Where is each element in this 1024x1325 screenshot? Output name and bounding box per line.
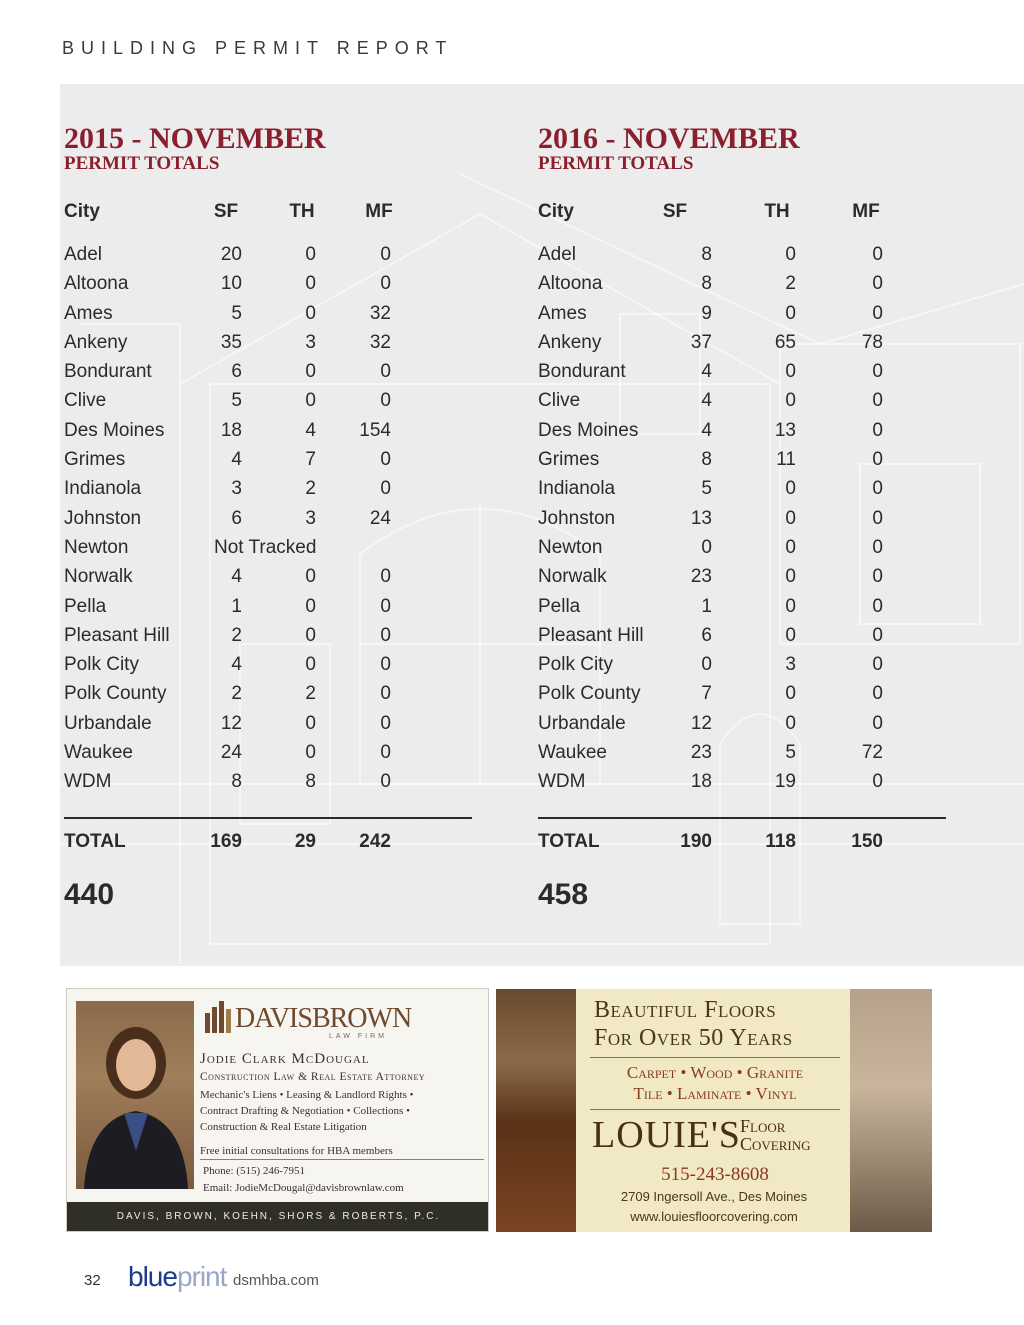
mf-cell: 0	[380, 654, 391, 676]
th-cell: 0	[305, 390, 316, 412]
mf-cell: 0	[380, 566, 391, 588]
city-cell: Urbandale	[538, 712, 626, 734]
mf-cell: 0	[872, 361, 883, 383]
total-sf: 169	[210, 830, 242, 852]
table-row	[538, 709, 948, 738]
firm-subtitle: LAW FIRM	[329, 1033, 387, 1040]
sf-cell: 0	[701, 654, 712, 676]
column-header-th: TH	[764, 201, 790, 222]
th-cell: 0	[785, 566, 796, 588]
table-row	[64, 299, 474, 328]
table-row	[64, 767, 474, 796]
th-cell: 0	[305, 566, 316, 588]
service-line: Mechanic's Liens • Leasing & Landlord Rights •	[200, 1089, 414, 1101]
city-cell: Johnston	[538, 507, 616, 529]
sf-cell: 23	[690, 566, 712, 588]
city-cell: Waukee	[64, 742, 133, 764]
mf-cell: 24	[369, 507, 391, 529]
mf-cell: 0	[872, 771, 883, 793]
city-cell: Polk City	[64, 654, 139, 676]
brand-subtitle: Covering	[740, 1134, 811, 1154]
louies-phone: 515-243-8608	[661, 1164, 769, 1185]
table-row	[538, 592, 948, 621]
sf-cell: 7	[701, 683, 712, 705]
louies-brand-name: LOUIE'S	[592, 1114, 741, 1156]
th-cell: 0	[785, 390, 796, 412]
th-cell: 0	[305, 361, 316, 383]
total-row	[538, 827, 948, 856]
city-cell: Grimes	[64, 449, 126, 471]
table-row	[538, 386, 948, 415]
table-row	[538, 650, 948, 679]
sf-cell: 8	[701, 244, 712, 265]
city-cell: Indianola	[538, 478, 616, 500]
column-header-sf: SF	[213, 201, 239, 222]
sf-cell: 24	[220, 742, 242, 764]
mf-cell: 0	[872, 419, 883, 441]
permits-2015-block	[64, 124, 474, 910]
city-cell: Norwalk	[538, 566, 607, 588]
table-row	[538, 679, 948, 708]
th-cell: 65	[774, 331, 796, 353]
city-cell: Clive	[64, 390, 107, 412]
sf-cell: 4	[231, 566, 242, 588]
sf-cell: 1	[231, 595, 242, 617]
th-cell: 3	[785, 654, 796, 676]
city-cell: Bondurant	[64, 361, 152, 383]
materials-line: Carpet • Wood • Granite	[626, 1063, 804, 1082]
not-tracked-note: Not Tracked	[214, 536, 317, 558]
sf-cell: 4	[701, 419, 712, 441]
th-cell: 3	[305, 507, 316, 529]
th-cell: 5	[785, 742, 796, 764]
attorney-photo	[76, 1001, 194, 1189]
city-cell: Pella	[538, 595, 581, 617]
firm-footer-bar: DAVIS, BROWN, KOEHN, SHORS & ROBERTS, P.C.	[67, 1202, 489, 1231]
headline-divider	[590, 1057, 840, 1058]
louies-floor-ad[interactable]	[496, 989, 932, 1232]
mf-cell: 32	[369, 302, 391, 324]
sf-cell: 6	[231, 361, 242, 383]
table-row	[64, 357, 474, 386]
table-row	[64, 445, 474, 474]
table-row	[64, 650, 474, 679]
table-row	[538, 562, 948, 591]
louies-address: 2709 Ingersoll Ave., Des Moines	[620, 1189, 808, 1204]
city-cell: Urbandale	[64, 712, 152, 734]
attorney-name: Jodie Clark McDougal	[200, 1051, 370, 1067]
mf-cell: 0	[380, 742, 391, 764]
logo-part-print: print	[176, 1261, 227, 1292]
sf-cell: 35	[220, 331, 242, 353]
mf-cell: 0	[872, 683, 883, 705]
column-header-sf: SF	[662, 201, 688, 222]
table-row	[64, 679, 474, 708]
attorney-portrait-icon	[76, 1001, 194, 1189]
th-cell: 0	[305, 595, 316, 617]
year-title: 2015 - NOVEMBER	[64, 122, 326, 155]
city-cell: Clive	[538, 390, 581, 412]
sf-cell: 23	[690, 742, 712, 764]
th-cell: 0	[305, 624, 316, 646]
table-header	[64, 198, 474, 240]
site-url-link[interactable]: dsmhba.com	[233, 1272, 319, 1289]
column-header-th: TH	[289, 201, 315, 222]
table-row	[64, 592, 474, 621]
mf-cell: 78	[861, 331, 883, 353]
mf-cell: 0	[872, 273, 883, 295]
th-cell: 11	[776, 449, 796, 471]
table-body	[538, 240, 948, 797]
mf-cell: 0	[872, 478, 883, 500]
city-cell: Adel	[538, 244, 577, 265]
grand-total: 458	[538, 877, 589, 911]
blueprint-logo	[128, 1261, 226, 1293]
th-cell: 0	[305, 712, 316, 734]
permit-table	[64, 198, 474, 910]
table-row	[538, 445, 948, 474]
total-mf: 150	[851, 830, 883, 852]
table-row	[538, 269, 948, 298]
th-cell: 8	[305, 771, 316, 793]
mf-cell: 0	[380, 683, 391, 705]
table-row	[538, 357, 948, 386]
ad-headline: Beautiful Floors	[594, 997, 777, 1023]
mf-cell: 0	[872, 712, 883, 734]
sf-cell: 9	[701, 302, 712, 324]
th-cell: 3	[305, 331, 316, 353]
th-cell: 4	[305, 419, 316, 441]
sf-cell: 18	[220, 419, 242, 441]
mf-cell: 0	[872, 595, 883, 617]
tile-shower-photo	[850, 989, 932, 1232]
table-row	[538, 328, 948, 357]
mf-cell: 0	[380, 361, 391, 383]
mf-cell: 0	[872, 624, 883, 646]
th-cell: 2	[305, 683, 316, 705]
table-row	[64, 416, 474, 445]
sf-cell: 6	[701, 624, 712, 646]
th-cell: 0	[785, 507, 796, 529]
city-cell: Newton	[538, 536, 603, 558]
column-header-city: City	[64, 201, 100, 222]
th-cell: 19	[774, 771, 796, 793]
total-row	[64, 827, 474, 856]
total-th: 29	[294, 830, 316, 852]
table-header	[538, 198, 948, 240]
davisbrown-ad[interactable]	[66, 988, 489, 1232]
mf-cell: 0	[872, 507, 883, 529]
city-cell: Bondurant	[538, 361, 626, 383]
sf-cell: 5	[701, 478, 712, 500]
table-row	[64, 562, 474, 591]
mf-cell: 0	[380, 595, 391, 617]
mf-cell: 0	[380, 478, 391, 500]
city-cell: Des Moines	[538, 419, 639, 441]
mf-cell: 0	[872, 566, 883, 588]
city-cell: Ankeny	[538, 331, 602, 353]
sf-cell: 20	[220, 244, 242, 265]
year-subtitle: PERMIT TOTALS	[538, 153, 694, 174]
th-cell: 0	[785, 595, 796, 617]
brand-subtitle: Floor	[740, 1116, 786, 1136]
offer-divider	[200, 1159, 484, 1160]
consultation-offer: Free initial consultations for HBA members	[200, 1145, 393, 1157]
sf-cell: 2	[231, 624, 242, 646]
mf-cell: 0	[380, 771, 391, 793]
city-cell: Polk City	[538, 654, 613, 676]
city-cell: Polk County	[538, 683, 641, 705]
city-cell: Grimes	[538, 449, 600, 471]
hardwood-floor-photo	[496, 989, 576, 1232]
materials-line: Tile • Laminate • Vinyl	[633, 1084, 797, 1103]
city-cell: WDM	[538, 771, 586, 793]
mf-cell: 0	[872, 302, 883, 324]
logo-part-blue: blue	[128, 1261, 177, 1292]
service-line: Construction & Real Estate Litigation	[200, 1121, 367, 1133]
sf-cell: 4	[701, 361, 712, 383]
th-cell: 2	[785, 273, 796, 295]
th-cell: 0	[785, 536, 796, 558]
sf-cell: 3	[231, 478, 242, 500]
table-row	[64, 533, 474, 562]
table-row	[64, 269, 474, 298]
grand-total: 440	[64, 877, 115, 911]
th-cell: 7	[305, 449, 316, 471]
city-cell: Pleasant Hill	[538, 624, 644, 646]
column-header-city: City	[538, 201, 574, 222]
th-cell: 13	[774, 419, 796, 441]
davisbrown-logo-icon	[203, 999, 233, 1033]
sf-cell: 12	[690, 712, 712, 734]
permit-stats-panel	[60, 84, 1024, 966]
th-cell: 0	[785, 683, 796, 705]
sf-cell: 13	[690, 507, 712, 529]
table-row	[538, 240, 948, 269]
total-th: 118	[765, 830, 796, 852]
total-label: TOTAL	[538, 830, 600, 852]
sf-cell: 0	[701, 536, 712, 558]
sf-cell: 12	[220, 712, 242, 734]
th-cell: 2	[305, 478, 316, 500]
mf-cell: 32	[369, 331, 391, 353]
table-row	[64, 504, 474, 533]
ad-headline: For Over 50 Years	[594, 1025, 793, 1051]
th-cell: 0	[785, 302, 796, 324]
mf-cell: 0	[872, 244, 883, 265]
table-row	[538, 299, 948, 328]
mf-cell: 0	[872, 449, 883, 471]
table-row	[64, 621, 474, 650]
total-mf: 242	[359, 830, 391, 852]
column-header-mf: MF	[852, 201, 880, 222]
sf-cell: 4	[701, 390, 712, 412]
sf-cell: 5	[231, 390, 242, 412]
city-cell: Des Moines	[64, 419, 165, 441]
mf-cell: 0	[380, 449, 391, 471]
city-cell: Ames	[538, 302, 587, 324]
table-row	[64, 709, 474, 738]
table-row	[538, 533, 948, 562]
city-cell: WDM	[64, 771, 112, 793]
th-cell: 0	[785, 712, 796, 734]
th-cell: 0	[785, 478, 796, 500]
column-header-mf: MF	[365, 201, 393, 222]
table-row	[538, 416, 948, 445]
th-cell: 0	[785, 361, 796, 383]
sf-cell: 6	[231, 507, 242, 529]
sf-cell: 1	[701, 595, 712, 617]
table-row	[538, 767, 948, 796]
attorney-email[interactable]: Email: JodieMcDougal@davisbrownlaw.com	[203, 1182, 404, 1194]
table-row	[538, 504, 948, 533]
city-cell: Adel	[64, 244, 103, 265]
louies-ad-text-area	[576, 989, 850, 1232]
table-row	[538, 621, 948, 650]
permits-2016-block	[538, 124, 948, 910]
th-cell: 0	[785, 624, 796, 646]
table-row	[538, 738, 948, 767]
city-cell: Altoona	[64, 273, 129, 295]
sf-cell: 37	[690, 331, 712, 353]
service-line: Contract Drafting & Negotiation • Collections •	[200, 1105, 410, 1117]
page-number: 32	[84, 1272, 101, 1289]
city-cell: Ames	[64, 302, 113, 324]
sf-cell: 2	[231, 683, 242, 705]
materials-divider	[590, 1109, 840, 1110]
table-row	[64, 738, 474, 767]
table-row	[64, 474, 474, 503]
permit-table	[538, 198, 948, 910]
attorney-role: Construction Law & Real Estate Attorney	[200, 1071, 426, 1083]
th-cell: 0	[305, 654, 316, 676]
city-cell: Altoona	[538, 273, 603, 295]
total-divider	[538, 817, 946, 819]
city-cell: Indianola	[64, 478, 142, 500]
mf-cell: 0	[380, 624, 391, 646]
total-label: TOTAL	[64, 830, 126, 852]
table-row	[64, 386, 474, 415]
total-sf: 190	[680, 830, 712, 852]
th-cell: 0	[305, 273, 316, 295]
mf-cell: 0	[872, 390, 883, 412]
mf-cell: 0	[380, 390, 391, 412]
sf-cell: 4	[231, 654, 242, 676]
firm-name: DAVISBROWN	[235, 1003, 412, 1034]
table-row	[538, 474, 948, 503]
th-cell: 0	[305, 244, 316, 265]
city-cell: Pella	[64, 595, 107, 617]
sf-cell: 5	[231, 302, 242, 324]
mf-cell: 154	[359, 419, 391, 441]
louies-website-link[interactable]: www.louiesfloorcovering.com	[630, 1209, 798, 1224]
attorney-phone: Phone: (515) 246-7951	[203, 1165, 306, 1177]
total-divider	[64, 817, 472, 819]
city-cell: Norwalk	[64, 566, 133, 588]
mf-cell: 0	[380, 273, 391, 295]
city-cell: Newton	[64, 536, 129, 558]
city-cell: Polk County	[64, 683, 167, 705]
mf-cell: 0	[380, 244, 391, 265]
th-cell: 0	[305, 742, 316, 764]
th-cell: 0	[785, 244, 796, 265]
sf-cell: 8	[231, 771, 242, 793]
sf-cell: 18	[690, 771, 712, 793]
mf-cell: 0	[380, 712, 391, 734]
city-cell: Waukee	[538, 742, 607, 764]
year-subtitle: PERMIT TOTALS	[64, 153, 220, 174]
mf-cell: 72	[861, 742, 883, 764]
sf-cell: 8	[701, 449, 712, 471]
report-section-label: BUILDING PERMIT REPORT	[62, 38, 454, 58]
table-row	[64, 240, 474, 269]
city-cell: Johnston	[64, 507, 142, 529]
table-body	[64, 240, 474, 797]
sf-cell: 8	[701, 273, 712, 295]
table-row	[64, 328, 474, 357]
year-title: 2016 - NOVEMBER	[538, 122, 800, 155]
city-cell: Pleasant Hill	[64, 624, 170, 646]
sf-cell: 4	[231, 449, 242, 471]
th-cell: 0	[305, 302, 316, 324]
city-cell: Ankeny	[64, 331, 128, 353]
mf-cell: 0	[872, 536, 883, 558]
sf-cell: 10	[220, 273, 242, 295]
mf-cell: 0	[872, 654, 883, 676]
